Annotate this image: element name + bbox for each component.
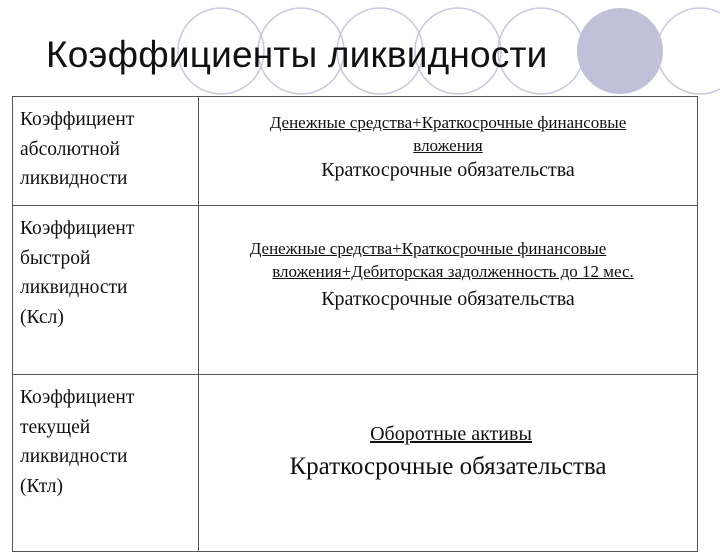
table-row	[13, 97, 698, 206]
liquidity-ratios-table	[12, 96, 698, 552]
formula-denominator: Краткосрочные обязательства	[289, 453, 607, 480]
numerator-line: вложения	[413, 136, 483, 155]
ratio-name-line: Коэффициент	[20, 109, 135, 130]
formula-numerator	[199, 206, 697, 283]
ratio-name-line: текущей	[20, 416, 91, 438]
ratio-name-line: абсолютной	[20, 138, 120, 160]
ratio-name-cell	[13, 206, 199, 375]
ratio-name-line: быстрой	[20, 247, 91, 269]
outline-circle	[657, 8, 720, 94]
numerator-line: вложения+Дебиторская задолженность до 12 мес.	[272, 262, 634, 281]
ratio-name-line: ликвидности	[20, 168, 128, 189]
table-row	[13, 206, 698, 375]
formula-numerator	[199, 375, 697, 447]
ratio-name-line: (Ксл)	[20, 306, 64, 328]
ratio-name-line: ликвидности	[20, 446, 128, 467]
filled-circle	[577, 8, 663, 94]
ratio-name-cell	[13, 97, 199, 206]
formula-denominator: Краткосрочные обязательства	[321, 288, 575, 310]
formula-denominator: Краткосрочные обязательства	[321, 159, 575, 181]
slide-title: Коэффициенты ликвидности	[46, 34, 548, 75]
numerator-line: Оборотные активы	[370, 423, 532, 445]
ratio-name-line: (Ктл)	[20, 475, 64, 497]
table-row	[13, 375, 698, 552]
numerator-line: Денежные средства+Краткосрочные финансовые	[269, 113, 627, 132]
numerator-line: Денежные средства+Краткосрочные финансовые	[249, 239, 607, 258]
ratio-name-line: ликвидности	[20, 277, 128, 298]
formula-numerator	[199, 97, 697, 157]
formula-cell	[199, 97, 698, 206]
formula-cell	[199, 375, 698, 552]
ratio-name-line: Коэффициент	[20, 218, 135, 239]
ratio-name-cell	[13, 375, 199, 552]
ratio-name-line: Коэффициент	[20, 387, 135, 408]
formula-cell	[199, 206, 698, 375]
